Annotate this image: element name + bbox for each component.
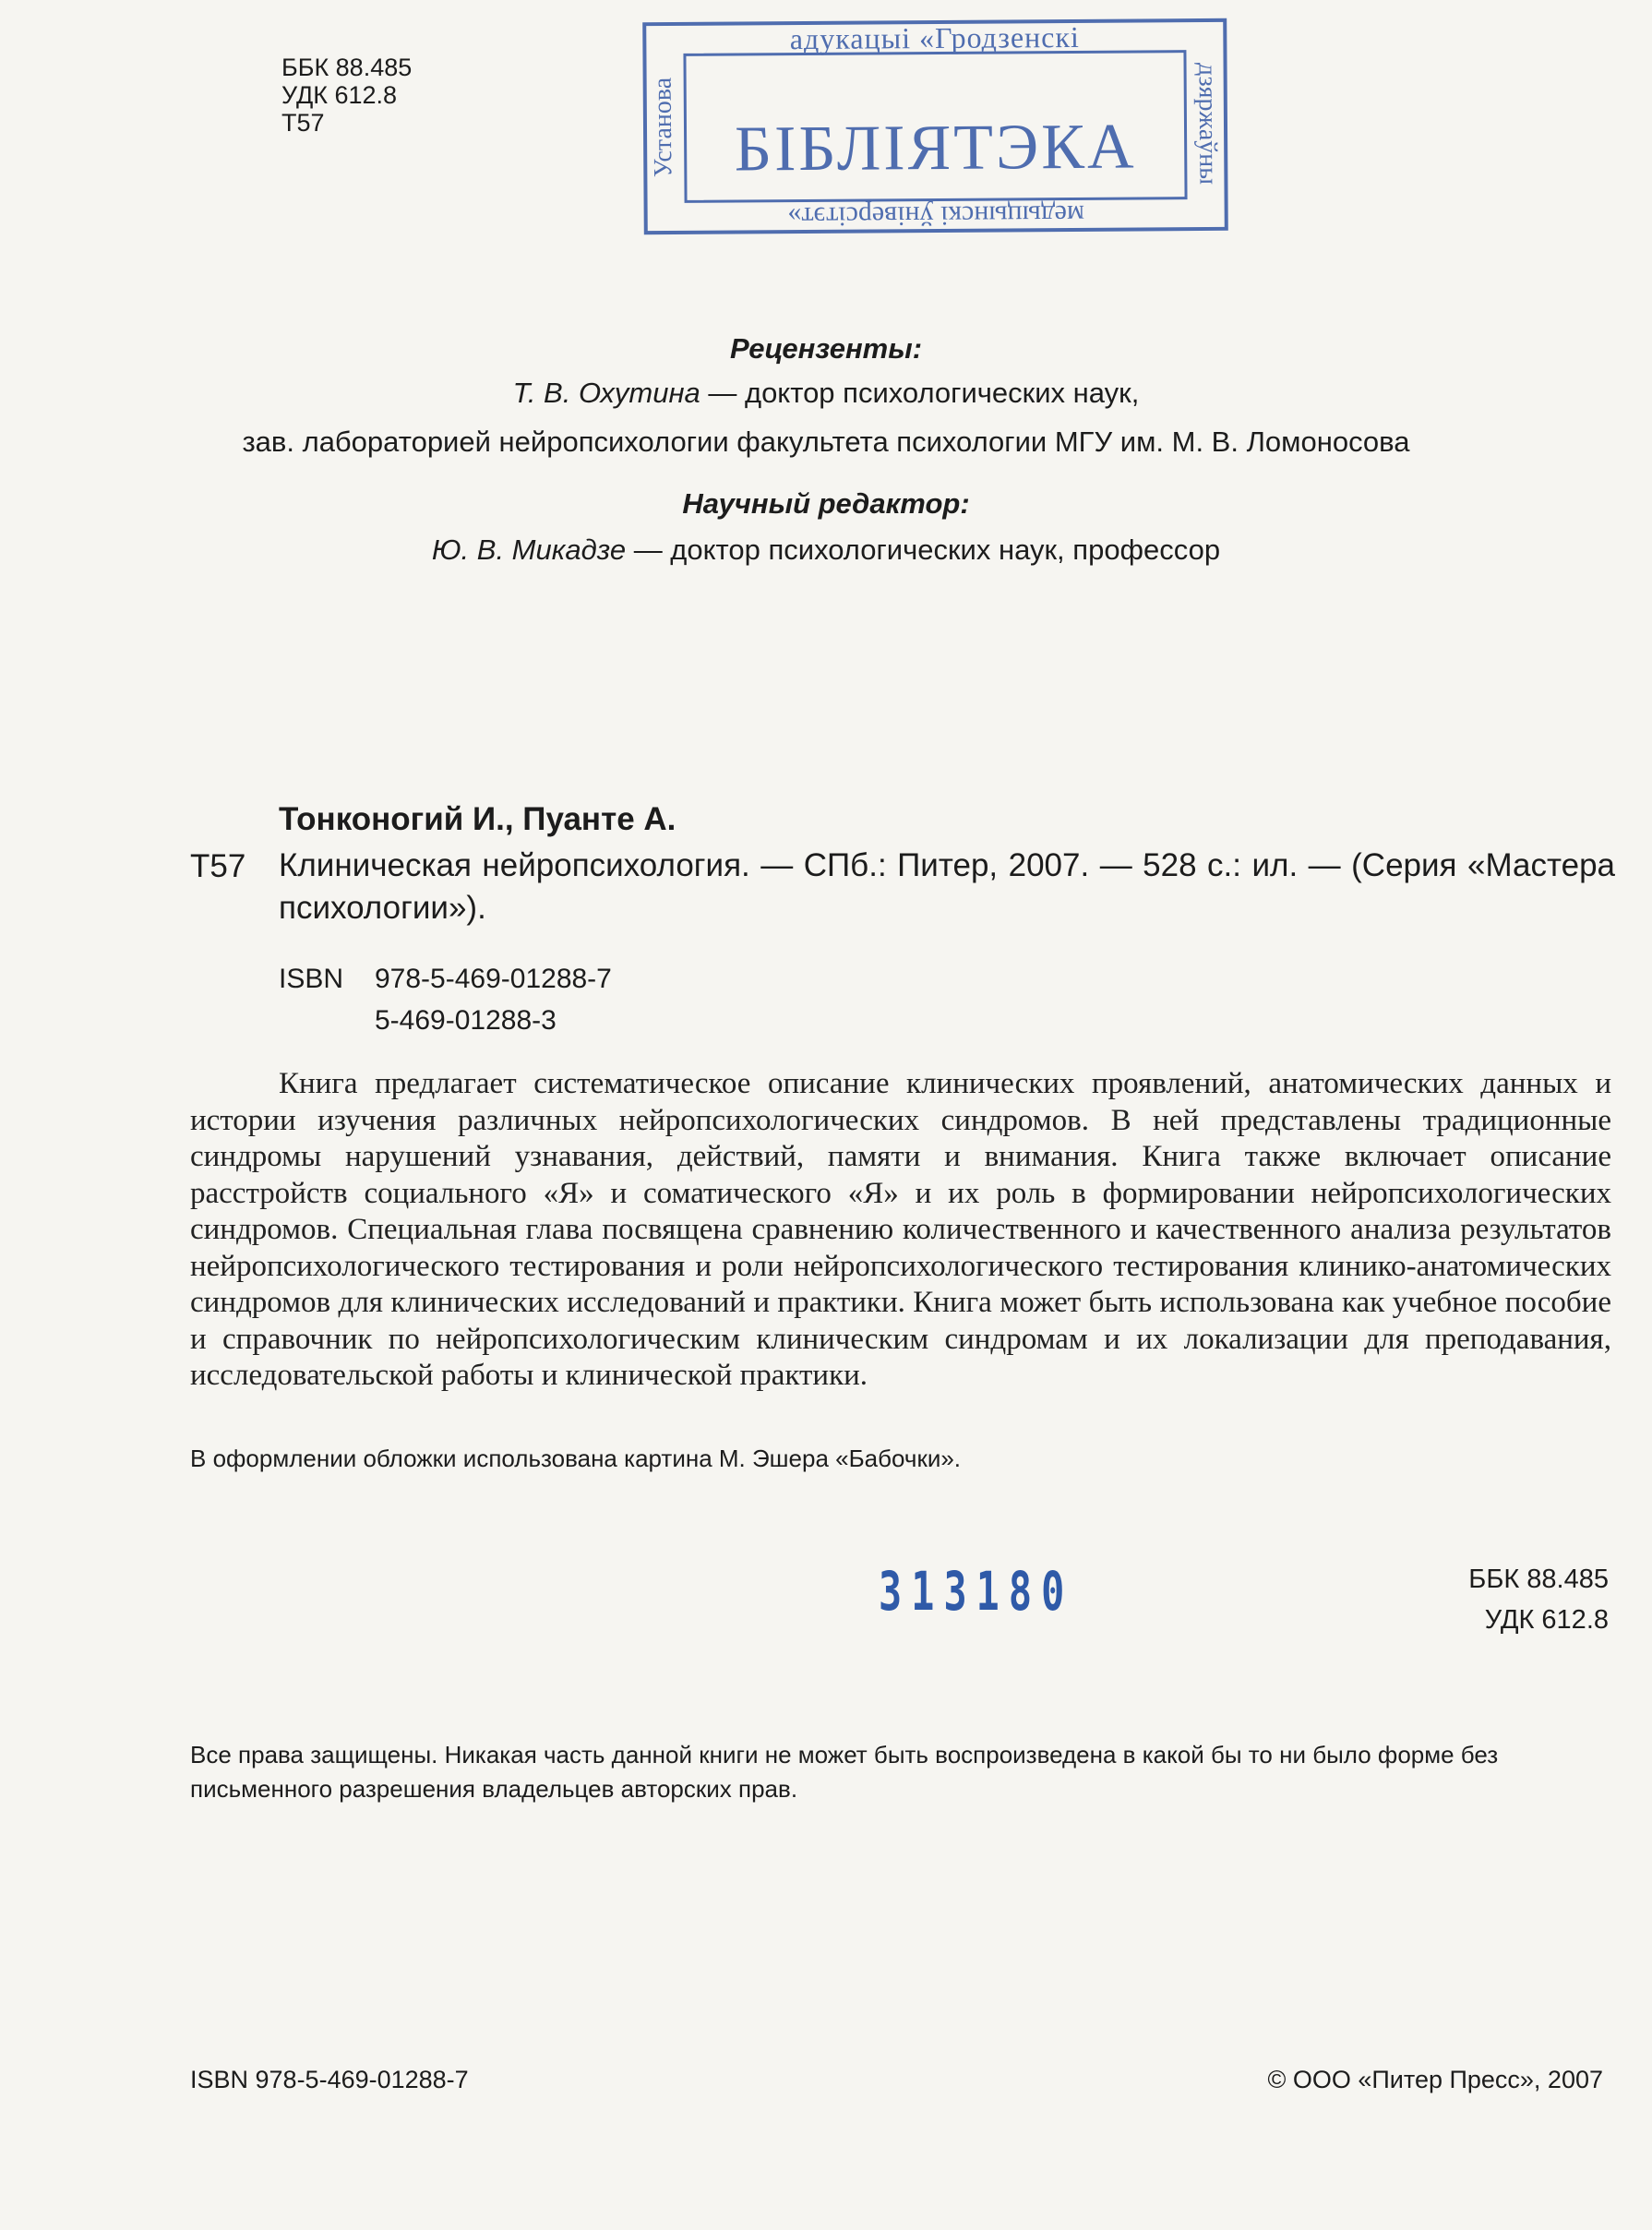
isbn-10: 5-469-01288-3 <box>375 1005 557 1036</box>
stamp-right-text: дзяржаўны <box>1192 62 1223 186</box>
authors: Тонконогий И., Пуанте А. <box>279 801 676 837</box>
isbn-label: ISBN <box>279 964 344 994</box>
bbk-code-bottom: ББК 88.485 <box>1468 1565 1609 1594</box>
catalog-code: Т57 <box>190 848 246 884</box>
book-abstract: Книга предлагает систематическое описание клинических проявлений, анатомических данных и истории изучения различных нейропсихологических синдромов. В ней представлены традиционные синдромы нарушений узнавания, действий, памяти и внимания. Книга также включает описание расстройств социального «Я» и соматического «Я» и их роль в формировании нейропсихологических синдромов. Специальная глава посвящена сравнению количественного и качественного анализа результатов нейропсихологического тестирования и роли нейропсихологического тестирования клинико-анатомических синдромов для клинических исследований и практики. Книга может быть использована как учебное пособие и справочник по нейропсихологическим клиническим синдромам и их локализации для преподавания, исследовательской работы и клинической практики. <box>190 1067 1611 1392</box>
inventory-number-stamp: 313180 <box>879 1560 1074 1623</box>
reviewer-name: Т. В. Охутина <box>512 377 700 409</box>
reviewer-credentials: — доктор психологических наук, <box>700 377 1140 409</box>
editor-line <box>0 534 1652 567</box>
editor-heading: Научный редактор: <box>682 487 970 520</box>
stamp-inner-frame <box>683 50 1187 203</box>
catalog-entry: Клиническая нейропсихология. — СПб.: Питер, 2007. — 528 с.: ил. — (Серия «Мастера психологии»). <box>279 847 1615 926</box>
classification-codes-bottom <box>1468 1559 1609 1640</box>
author-sign-code: Т57 <box>281 109 325 137</box>
udk-code-bottom: УДК 612.8 <box>1484 1605 1609 1635</box>
editor-name: Ю. В. Микадзе <box>431 534 627 566</box>
isbn-13: 978-5-469-01288-7 <box>375 964 612 994</box>
udk-code: УДК 612.8 <box>281 81 398 109</box>
classification-codes-top <box>281 54 412 137</box>
cover-note: В оформлении обложки использована картина М. Эшера «Бабочки». <box>190 1445 962 1472</box>
reviewer-line-1 <box>0 377 1652 410</box>
editor-credentials: — доктор психологических наук, профессор <box>626 534 1221 566</box>
stamp-left-text: Установа <box>648 77 678 178</box>
stamp-bottom-text: медыцынскі ўніверсітэт» <box>787 198 1085 233</box>
rights-notice: Все права защищены. Никакая часть данной книги не может быть воспроизведена в какой бы то ни было форме без письменного разрешения владельцев авторских прав. <box>190 1741 1499 1803</box>
isbn-footer: ISBN 978-5-469-01288-7 <box>190 2066 469 2093</box>
copyright: © ООО «Питер Пресс», 2007 <box>1267 2066 1603 2093</box>
bbk-code: ББК 88.485 <box>281 54 413 81</box>
reviewer-line-2: зав. лабораторией нейропсихологии факультета психологии МГУ им. М. В. Ломоносова <box>242 426 1410 458</box>
library-stamp <box>642 18 1228 234</box>
stamp-top-text: адукацыі «Гродзенскі <box>789 19 1080 56</box>
reviewers-heading: Рецензенты: <box>729 332 923 365</box>
stamp-main-text: БІБЛІЯТЭКА <box>734 111 1137 186</box>
